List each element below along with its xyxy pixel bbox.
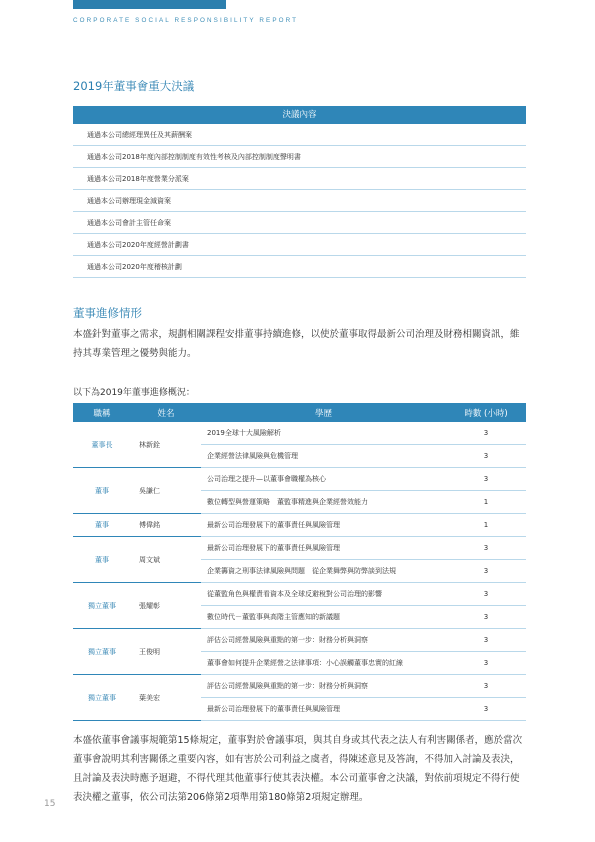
director-name: 傅偉銘 bbox=[131, 514, 201, 537]
course-name: 最新公司治理發展下的董事責任與風險管理 bbox=[201, 514, 446, 537]
director-name: 葉美宏 bbox=[131, 675, 201, 721]
course-hours: 3 bbox=[446, 652, 526, 675]
resolution-item: 通過本公司2020年度經營計劃書 bbox=[73, 234, 526, 256]
director-title: 獨立董事 bbox=[73, 675, 131, 721]
director-title: 董事 bbox=[73, 468, 131, 514]
course-name: 董事會如何提升企業經營之法律事項：小心誤觸董事忠實的紅線 bbox=[201, 652, 446, 675]
resolutions-table bbox=[73, 106, 526, 278]
director-name: 王俊明 bbox=[131, 629, 201, 675]
course-hours: 3 bbox=[446, 422, 526, 445]
course-name: 數位時代－董監事與高階主管應知的新議題 bbox=[201, 606, 446, 629]
director-name: 周文斌 bbox=[131, 537, 201, 583]
resolution-item: 通過本公司2020年度稽核計劃 bbox=[73, 256, 526, 278]
director-name: 林新銓 bbox=[131, 422, 201, 468]
table-header-row bbox=[73, 403, 526, 422]
resolutions-title: 2019年董事會重大決議 bbox=[73, 79, 195, 93]
resolution-item: 通過本公司辦理現金減資案 bbox=[73, 190, 526, 212]
resolution-item: 通過本公司2018年度內部控制制度有效性考核及內部控制制度聲明書 bbox=[73, 146, 526, 168]
training-table bbox=[73, 403, 526, 721]
course-name: 2019全球十大風險解析 bbox=[201, 422, 446, 445]
course-hours: 1 bbox=[446, 514, 526, 537]
header-course: 學歷 bbox=[201, 403, 446, 422]
course-name: 最新公司治理發展下的董事責任與風險管理 bbox=[201, 537, 446, 560]
voting-rules-paragraph: 本盛依董事會議事規範第15條規定，董事對於會議事項，與其自身或其代表之法人有利害關係者，應於當次董事會說明其利害關係之重要內容，如有害於公司利益之虞者，得陳述意見及答詢，不得加入討論及表決，且討論及表決時應予迴避，不得代理其他董事行使其表決權。本公司董事會之決議，對依前項規定不得行使表決權之董事，依公司法第206條第2項準用第180條第2項規定辦理。 bbox=[73, 735, 523, 803]
course-name: 企業經營法律風險與危機管理 bbox=[201, 445, 446, 468]
resolution-item: 通過本公司總經理異任及其薪酬案 bbox=[73, 124, 526, 146]
resolutions-header: 決議內容 bbox=[73, 106, 526, 124]
course-name: 最新公司治理發展下的董事責任與風險管理 bbox=[201, 698, 446, 721]
course-hours: 3 bbox=[446, 698, 526, 721]
course-hours: 3 bbox=[446, 445, 526, 468]
director-name: 吳謙仁 bbox=[131, 468, 201, 514]
table-row bbox=[73, 514, 526, 537]
table-row bbox=[73, 468, 526, 491]
table-row bbox=[73, 675, 526, 698]
course-hours: 3 bbox=[446, 560, 526, 583]
director-title: 獨立董事 bbox=[73, 583, 131, 629]
header-hours: 時數 (小時) bbox=[446, 403, 526, 422]
director-title: 董事 bbox=[73, 537, 131, 583]
course-hours: 3 bbox=[446, 675, 526, 698]
resolution-item: 通過本公司會計主管任命案 bbox=[73, 212, 526, 234]
training-caption: 以下為2019年董事進修概況： bbox=[73, 388, 195, 398]
course-hours: 1 bbox=[446, 491, 526, 514]
resolution-item: 通過本公司2018年度營業分派案 bbox=[73, 168, 526, 190]
header-name: 姓名 bbox=[131, 403, 201, 422]
course-name: 企業籌資之刑事法律風險與問題 從企業舞弊與防弊談到法規 bbox=[201, 560, 446, 583]
table-row bbox=[73, 629, 526, 652]
training-intro: 本盛針對董事之需求，規劃相關課程安排董事持續進修，以使於董事取得最新公司治理及財務相關資訊，維持其專業管理之優勢與能力。 bbox=[73, 329, 520, 359]
table-row bbox=[73, 583, 526, 606]
training-title: 董事進修情形 bbox=[73, 306, 142, 320]
header-accent-bar bbox=[73, 0, 226, 9]
course-hours: 3 bbox=[446, 606, 526, 629]
director-name: 張耀彰 bbox=[131, 583, 201, 629]
table-row bbox=[73, 537, 526, 560]
page-number: 15 bbox=[44, 799, 56, 809]
director-title: 董事長 bbox=[73, 422, 131, 468]
course-name: 公司治理之提升—以董事會職權為核心 bbox=[201, 468, 446, 491]
course-name: 評估公司經營風險與重點的第一步：財務分析與洞察 bbox=[201, 675, 446, 698]
course-name: 從董監角色與權責看資本及全球反避稅對公司治理的影響 bbox=[201, 583, 446, 606]
header-title: 職稱 bbox=[73, 403, 131, 422]
course-hours: 3 bbox=[446, 468, 526, 491]
course-name: 數位轉型與營運策略 董監事精進與企業經營效能力 bbox=[201, 491, 446, 514]
course-hours: 3 bbox=[446, 537, 526, 560]
director-title: 獨立董事 bbox=[73, 629, 131, 675]
report-header: CORPORATE SOCIAL RESPONSIBILITY REPORT bbox=[73, 17, 299, 24]
director-title: 董事 bbox=[73, 514, 131, 537]
table-row bbox=[73, 422, 526, 445]
course-hours: 3 bbox=[446, 583, 526, 606]
course-name: 評估公司經營風險與重點的第一步：財務分析與洞察 bbox=[201, 629, 446, 652]
course-hours: 3 bbox=[446, 629, 526, 652]
